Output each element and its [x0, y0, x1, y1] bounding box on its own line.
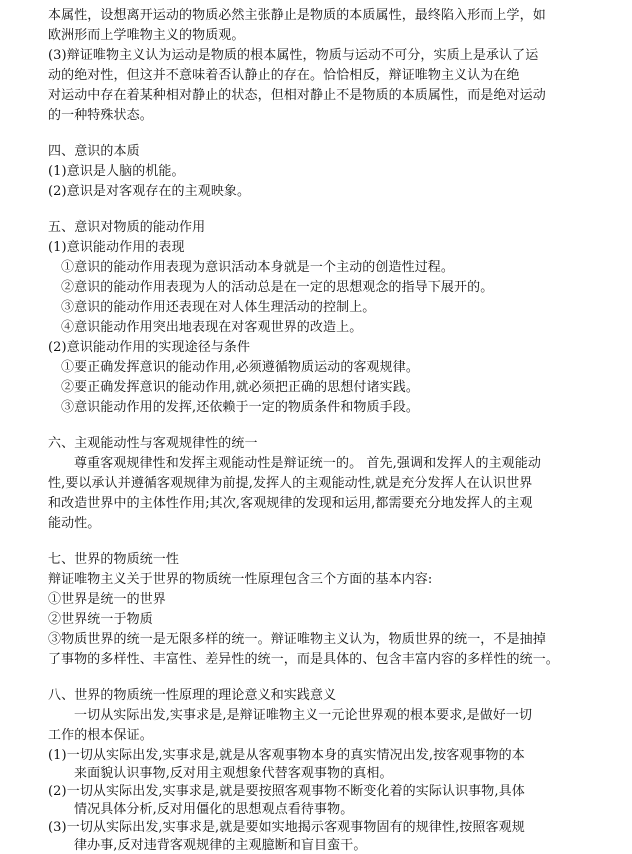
text-line: 能动性。	[48, 516, 101, 531]
section-heading: 四、意识的本质	[48, 144, 140, 159]
text-line: 尊重客观规律性和发挥主观能动性是辩证统一的。 首先,强调和发挥人的主观能动	[74, 456, 541, 471]
text-line: 了事物的多样性、丰富性、差异性的统一，而是具体的、包含丰富内容的多样性的统一。	[48, 652, 559, 667]
text-line: (2)意识能动作用的实现途径与条件	[48, 340, 251, 355]
section-heading: 七、世界的物质统一性	[48, 552, 180, 567]
text-line: (3)一切从实际出发,实事求是,就是要如实地揭示客观事物固有的规律性,按照客观规	[48, 820, 525, 835]
text-line: ③意识能动作用的发挥,还依赖于一定的物质条件和物质手段。	[61, 400, 419, 415]
text-line: 的一种特殊状态。	[48, 108, 153, 123]
text-line: ①世界是统一的世界	[48, 592, 166, 607]
text-line: (3)辩证唯物主义认为运动是物质的根本属性，物质与运动不可分，实质上是承认了运	[48, 48, 539, 63]
text-line: 动的绝对性，但这并不意味着否认静止的存在。恰恰相反，辩证唯物主义认为在绝	[48, 68, 520, 83]
text-line: 一切从实际出发,实事求是,是辩证唯物主义一元论世界观的根本要求,是做好一切	[74, 708, 533, 723]
text-line: 辩证唯物主义关于世界的物质统一性原理包含三个方面的基本内容:	[48, 572, 433, 587]
text-line: ②意识的能动作用表现为人的活动总是在一定的思想观念的指导下展开的。	[61, 280, 494, 295]
text-line: (1)意识能动作用的表现	[48, 240, 185, 255]
text-line: ③物质世界的统一是无限多样的统一。辩证唯物主义认为，物质世界的统一，不是抽掉	[48, 632, 546, 647]
section-heading: 六、主观能动性与客观规律性的统一	[48, 436, 258, 451]
text-line: (1)意识是人脑的机能。	[48, 164, 185, 179]
text-line: ③意识的能动作用还表现在对人体生理活动的控制上。	[61, 300, 376, 315]
section-heading: 八、世界的物质统一性原理的理论意义和实践意义	[48, 688, 337, 703]
text-line: ①要正确发挥意识的能动作用,必须遵循物质运动的客观规律。	[61, 360, 419, 375]
text-line: 对运动中存在着某种相对静止的状态，但相对静止不是物质的本质属性，而是绝对运动	[48, 88, 546, 103]
text-line: 情况具体分析,反对用僵化的思想观点看待事物。	[74, 802, 354, 817]
text-line: (2)意识是对客观存在的主观映象。	[48, 184, 251, 199]
text-line: ②要正确发挥意识的能动作用,就必须把正确的思想付诸实践。	[61, 380, 419, 395]
text-line: 性,要以承认并遵循客观规律为前提,发挥人的主观能动性,就是充分发挥人在认识世界	[48, 476, 533, 491]
text-line: 和改造世界中的主体性作用;其次,客观规律的发现和运用,都需要充分地发挥人的主观	[48, 496, 533, 511]
text-line: ①意识的能动作用表现为意识活动本身就是一个主动的创造性过程。	[61, 260, 455, 275]
text-line: ②世界统一于物质	[48, 612, 153, 627]
text-line: ④意识能动作用突出地表现在对客观世界的改造上。	[61, 320, 363, 335]
section-heading: 五、意识对物质的能动作用	[48, 220, 206, 235]
text-line: 本属性，设想离开运动的物质必然主张静止是物质的本质属性，最终陷入形而上学，如	[48, 8, 546, 23]
text-line: 来面貌认识事物,反对用主观想象代替客观事物的真相。	[74, 766, 393, 781]
text-line: (2)一切从实际出发,实事求是,就是要按照客观事物不断变化着的实际认识事物,具体	[48, 784, 525, 799]
text-line: (1)一切从实际出发,实事求是,就是从客观事物本身的真实情况出发,按客观事物的本	[48, 748, 525, 763]
text-line: 工作的根本保证。	[48, 728, 153, 743]
text-line: 欧洲形而上学唯物主义的物质观。	[48, 28, 245, 43]
text-line: 律办事,反对违背客观规律的主观臆断和盲目蛮干。	[74, 838, 367, 853]
